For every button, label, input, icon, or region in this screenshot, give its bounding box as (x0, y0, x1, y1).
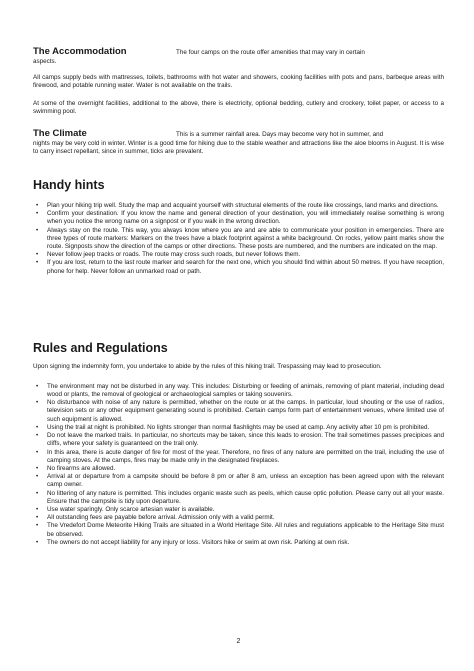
list-item-text: If you are lost, return to the last route marker and search for the next one, which you should find within about 50 metres. If you have reception, phone for help. Never follow an unmarked road or path. (47, 259, 444, 275)
accommodation-paragraph-1: All camps supply beds with mattresses, toilets, bathrooms with hot water and showers, cooking facilities with pots and pans, barbeque areas with firewood, and potable running water. Water is not available on the trails. (33, 74, 444, 90)
climate-heading: The Climate (33, 128, 87, 139)
handy-hints-heading: Handy hints (33, 178, 105, 192)
list-item-text: Use water sparingly. Only scarce artesian water is available. (47, 505, 215, 513)
bullet-icon: • (36, 399, 39, 407)
list-item-text: Arrival at or departure from a campsite should be before 8 pm or after 8 am, unless an exception has been agreed upon with the relevant camp owner. (47, 473, 444, 489)
list-item-text: In this area, there is acute danger of fire for most of the year. Therefore, no fires of any nature are permitted on the trail, including the use of camping stoves. At the camps, fires may be made only in the designated fireplaces. (47, 448, 444, 464)
accommodation-lead: The four camps on the route offer amenities that may vary in certain (176, 49, 365, 56)
bullet-icon: • (36, 464, 39, 472)
bullet-icon: • (36, 514, 39, 522)
list-item-text: No disturbance with noise of any nature is permitted, whether on the route or at the camps. In particular, loud shouting or the use of radios, television sets or any other equipment generating sound is prohibited. Certain camps form part of entertainment venues, where limited use of such equipment is allowed. (47, 399, 444, 423)
bullet-icon: • (36, 432, 39, 440)
rules-list (33, 383, 444, 547)
list-item (33, 251, 444, 259)
climate-lead: This is a summer rainfall area. Days may become very hot in summer, and (176, 131, 384, 138)
bullet-icon: • (36, 202, 39, 209)
rules-heading: Rules and Regulations (33, 341, 168, 355)
list-item-text: All outstanding fees are payable before arrival. Admission only with a valid permit. (47, 514, 275, 522)
bullet-icon: • (36, 210, 39, 218)
list-item-text: Never follow jeep tracks or roads. The route may cross such roads, but never follows them. (47, 251, 301, 259)
list-item-text: Confirm your destination. If you know the name and general direction of your destination, you will immediately realise something is wrong when you notice the wrong name on a signpost or if you walk in the wrong direction. (47, 210, 444, 226)
bullet-icon: • (36, 473, 39, 481)
list-item (33, 490, 444, 506)
list-item-text: The owners do not accept liability for any injury or loss. Visitors hike or swim at own risk. Parking at own risk. (47, 538, 350, 546)
climate-paragraph: nights may be very cold in winter. Winter is a good time for hiking due to the stable weather and attractions like the aloe blooms in August. It is wise to carry insect repellant, since in summer, ticks are prevalent. (33, 140, 444, 156)
list-item (33, 473, 444, 489)
bullet-icon: • (36, 489, 39, 497)
list-item-text: Always stay on the route. This way, you always know where you are and are able to communicate your position in emergencies. There are three types of route markers: Markers on the trees have a black footprint against a white background. On rocks, yellow paint marks show the route. Signposts show the direction of the camps or other directions. These posts are numbered, and the numbers are indicated on the map. (47, 226, 444, 250)
handy-hints-list (33, 202, 444, 276)
list-item-text: Do not leave the marked trails. In particular, no shortcuts may be taken, since this leads to erosion. The trail sometimes passes precipices and cliffs, where your safety is guaranteed on the trail only. (47, 432, 444, 448)
list-item (33, 449, 444, 465)
bullet-icon: • (36, 226, 39, 234)
accommodation-heading: The Accommodation (33, 46, 127, 57)
accommodation-lead-cont: aspects. (33, 58, 57, 65)
list-item (33, 227, 444, 251)
list-item (33, 202, 444, 210)
list-item (33, 514, 444, 522)
bullet-icon: • (36, 251, 39, 259)
accommodation-paragraph-2: At some of the overnight facilities, additional to the above, there is electricity, optional bedding, cutlery and crockery, toilet paper, or access to a swimming pool. (33, 100, 444, 116)
bullet-icon: • (36, 448, 39, 456)
list-item (33, 399, 444, 423)
list-item (33, 539, 444, 547)
bullet-icon: • (36, 383, 39, 390)
list-item (33, 465, 444, 473)
list-item (33, 506, 444, 514)
list-item-text: Plan your hiking trip well. Study the map and acquaint yourself with structural elements of the route like crossings, land marks and directions. (47, 202, 439, 209)
list-item-text: Using the trail at night is prohibited. No lights stronger than normal flashlights may be used at camp. Any activity after 10 pm is prohibited. (47, 423, 430, 431)
list-item (33, 383, 444, 399)
list-item (33, 432, 444, 448)
page-number: 2 (236, 638, 241, 645)
list-item-text: The Vredefort Dome Meteorite Hiking Trails are situated in a World Heritage Site. All rules and regulations applicable to the Heritage Site must be observed. (47, 522, 444, 538)
list-item-text: No littering of any nature is permitted. This includes organic waste such as peels, which cause optic pollution. Please carry out all your waste. Ensure that the campsite is tidy upon departure. (47, 489, 444, 505)
bullet-icon: • (36, 522, 39, 530)
list-item-text: No firearms are allowed. (47, 464, 116, 472)
bullet-icon: • (36, 259, 39, 267)
bullet-icon: • (36, 423, 39, 431)
rules-intro: Upon signing the indemnity form, you undertake to abide by the rules of this hiking trail. Trespassing may lead to prosecution. (33, 363, 382, 370)
bullet-icon: • (36, 538, 39, 546)
list-item (33, 259, 444, 275)
list-item-text: The environment may not be disturbed in any way. This includes: Disturbing or feeding of animals, removing of plant material, including dead wood or plants, the removal of geological or archaeological samples or taking souvenirs. (47, 383, 444, 399)
bullet-icon: • (36, 505, 39, 513)
list-item (33, 210, 444, 226)
list-item (33, 522, 444, 538)
list-item (33, 424, 444, 432)
